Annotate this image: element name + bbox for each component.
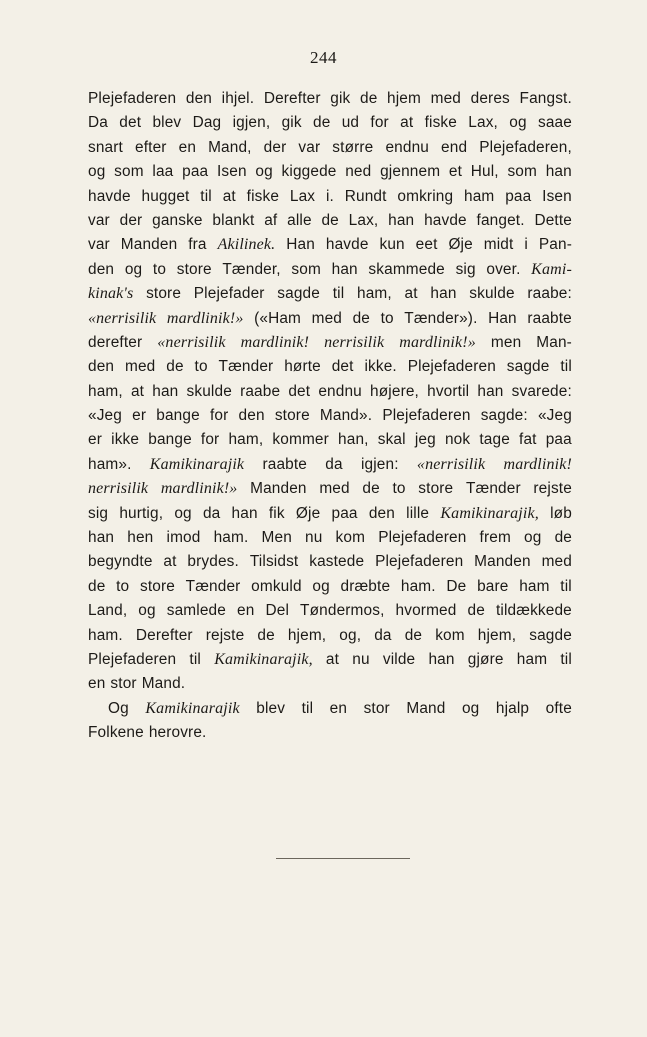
- word: sig: [88, 504, 109, 522]
- word: Land,: [88, 602, 128, 620]
- word: kommer: [272, 431, 329, 449]
- word: at: [404, 285, 418, 303]
- word: ham: [464, 187, 495, 205]
- word: to: [380, 309, 394, 327]
- word: kun: [379, 236, 405, 254]
- word: Øje: [295, 504, 321, 522]
- word: hjalp: [495, 699, 530, 717]
- word: Pan-: [538, 236, 572, 254]
- word: for: [200, 431, 220, 449]
- word: Isen: [216, 163, 247, 181]
- word: fat: [519, 431, 537, 449]
- word: Lax,: [468, 114, 498, 132]
- word: med: [125, 358, 156, 376]
- word: kiggede: [281, 163, 337, 181]
- word: endnu: [385, 138, 429, 156]
- word: kom: [335, 529, 366, 547]
- text-line: [88, 111, 572, 135]
- word: «Jeg: [537, 407, 572, 425]
- word: Kamikinarajik: [145, 699, 240, 717]
- text-line: [88, 331, 572, 355]
- word: «nerrisilik: [88, 309, 157, 327]
- word: nerrisilik: [324, 333, 385, 351]
- word: de: [321, 211, 339, 229]
- word: midt: [483, 236, 514, 254]
- word: Lax: [289, 187, 316, 205]
- word: dræbte: [340, 577, 391, 595]
- word: sagde: [529, 626, 572, 644]
- word: Rundt: [344, 187, 387, 205]
- text-line: [88, 624, 572, 648]
- word: Plejefaderen: [382, 407, 471, 425]
- word: raabe:: [527, 285, 572, 303]
- word: stor: [363, 699, 390, 717]
- word: da: [374, 626, 392, 644]
- word: Øje: [448, 236, 473, 254]
- word: ned: [345, 163, 372, 181]
- word: hen: [127, 529, 154, 547]
- word: to: [152, 260, 167, 278]
- word: de: [257, 626, 275, 644]
- word: med: [319, 480, 350, 498]
- word: hugget: [141, 187, 190, 205]
- word: tage: [479, 431, 510, 449]
- word: og: [138, 602, 156, 620]
- word: den: [368, 504, 395, 522]
- word: ham: [516, 650, 548, 668]
- word: er: [88, 431, 102, 449]
- word: igjen,: [232, 114, 271, 132]
- word: Tænder: [465, 480, 521, 498]
- word: paa: [545, 431, 572, 449]
- word: da: [325, 455, 343, 473]
- word: til: [560, 577, 572, 595]
- text-line: [88, 258, 572, 282]
- word: Derefter: [263, 90, 321, 107]
- word: paa: [505, 187, 532, 205]
- word: Da: [88, 114, 108, 132]
- word: nok: [444, 431, 471, 449]
- word: Plejefaderen: [407, 358, 496, 376]
- word: de: [467, 602, 485, 620]
- text-line: [88, 453, 572, 477]
- word: blankt: [212, 211, 255, 229]
- word: hjem,: [477, 626, 517, 644]
- text-line: [88, 282, 572, 306]
- word: hurtig,: [119, 504, 164, 522]
- word: skulde: [469, 285, 515, 303]
- word: ganske: [152, 211, 203, 229]
- word: paa: [182, 163, 209, 181]
- word: den: [88, 260, 115, 278]
- word: han: [88, 529, 115, 547]
- word: Plejefader: [193, 285, 265, 303]
- word: Lax,: [348, 211, 379, 229]
- word: og: [124, 260, 143, 278]
- word: de: [554, 529, 572, 547]
- text-line: [88, 307, 572, 331]
- word: Plejefaderen: [375, 553, 464, 571]
- word: Isen: [542, 187, 572, 205]
- word: han,: [338, 431, 369, 449]
- word: gjennem: [380, 163, 441, 181]
- word: han: [430, 285, 457, 303]
- body-text: [88, 87, 572, 746]
- word: Tilsidst: [249, 553, 299, 571]
- word: han: [388, 211, 415, 229]
- word: mardlinik!: [503, 455, 572, 473]
- word: han: [477, 382, 504, 400]
- word: Tænder»).: [404, 309, 478, 327]
- word: bange: [156, 407, 200, 425]
- word: mardlinik!»: [166, 309, 244, 327]
- word: to: [392, 480, 406, 498]
- word: var: [88, 236, 110, 254]
- word: var: [88, 211, 110, 229]
- word: i.: [325, 187, 334, 205]
- word: nerrisilik: [88, 480, 149, 498]
- word: herovre.: [148, 724, 207, 742]
- word: Plejefaderen: [378, 529, 467, 547]
- word: Tøndermos,: [300, 602, 385, 620]
- word: Mand: [406, 699, 446, 717]
- text-line: [88, 697, 572, 721]
- word: Mand».: [319, 407, 373, 425]
- word: sagde:: [480, 407, 528, 425]
- word: at: [163, 553, 177, 571]
- word: Akilinek.: [217, 236, 276, 254]
- word: havde: [424, 211, 467, 229]
- text-line: [88, 599, 572, 623]
- word: omkring: [397, 187, 454, 205]
- word: fra: [188, 236, 207, 254]
- word: to: [116, 577, 130, 595]
- text-line: [88, 550, 572, 574]
- word: store: [418, 480, 454, 498]
- word: var: [298, 138, 321, 156]
- word: de: [359, 90, 378, 107]
- word: han: [152, 382, 179, 400]
- word: svarede:: [511, 382, 572, 400]
- text-line: [88, 502, 572, 526]
- text-line: [88, 136, 572, 160]
- text-line: [88, 672, 572, 696]
- word: store: [274, 407, 310, 425]
- word: Hul,: [470, 163, 499, 181]
- word: ham.: [400, 577, 436, 595]
- word: der: [263, 138, 287, 156]
- word: ham».: [88, 455, 132, 473]
- word: «nerrisilik: [416, 455, 486, 473]
- word: og: [174, 504, 192, 522]
- word: at: [130, 382, 145, 400]
- word: gjøre: [467, 650, 504, 668]
- word: de: [166, 358, 184, 376]
- word: som: [114, 163, 144, 181]
- word: med: [430, 90, 462, 107]
- word: hvortil: [427, 382, 470, 400]
- word: men: [490, 333, 522, 351]
- word: endnu: [318, 382, 362, 400]
- word: ikke.: [364, 358, 397, 376]
- word: Tænder: [218, 358, 274, 376]
- word: sagde: [277, 285, 320, 303]
- word: det: [288, 382, 311, 400]
- word: og,: [339, 626, 362, 644]
- word: de: [312, 114, 331, 132]
- word: jeg: [414, 431, 436, 449]
- word: Plejefaderen,: [479, 138, 572, 156]
- word: fanget.: [476, 211, 525, 229]
- word: Mand,: [208, 138, 252, 156]
- word: over.: [486, 260, 521, 278]
- word: alle: [287, 211, 312, 229]
- word: det: [119, 114, 142, 132]
- word: derefter: [88, 333, 143, 351]
- word: til: [200, 187, 212, 205]
- word: løb: [550, 504, 572, 522]
- word: blev: [152, 114, 182, 132]
- word: han: [428, 650, 455, 668]
- word: skulde: [186, 382, 232, 400]
- word: Plejefaderen: [88, 650, 177, 668]
- word: fiske: [246, 187, 280, 205]
- word: Manden: [250, 480, 307, 498]
- word: Man-: [536, 333, 572, 351]
- word: kom: [435, 626, 465, 644]
- text-line: [88, 160, 572, 184]
- text-line: [88, 648, 572, 672]
- word: med: [541, 553, 572, 571]
- word: at: [325, 650, 340, 668]
- word: mardlinik!: [240, 333, 310, 351]
- word: Folkene: [88, 724, 144, 742]
- word: ud: [341, 114, 360, 132]
- word: højere,: [370, 382, 419, 400]
- word: Dette: [534, 211, 572, 229]
- word: til: [301, 699, 314, 717]
- word: havde: [325, 236, 369, 254]
- word: Tænder,: [222, 260, 281, 278]
- word: paa: [331, 504, 358, 522]
- word: fiske: [424, 114, 457, 132]
- word: Del: [265, 602, 290, 620]
- word: de: [88, 577, 106, 595]
- word: ham,: [228, 431, 264, 449]
- word: han: [231, 504, 258, 522]
- page-number: 244: [310, 48, 337, 67]
- word: laa: [152, 163, 174, 181]
- word: og: [312, 577, 330, 595]
- word: da: [202, 504, 221, 522]
- word: ham.: [88, 626, 123, 644]
- word: skammede: [368, 260, 445, 278]
- word: brydes.: [187, 553, 239, 571]
- word: Og: [108, 699, 129, 717]
- word: og: [524, 529, 542, 547]
- text-line: [88, 526, 572, 550]
- text-line: [88, 477, 572, 501]
- word: som: [291, 260, 321, 278]
- word: vilde: [382, 650, 416, 668]
- word: Manden: [474, 553, 531, 571]
- word: at: [400, 114, 414, 132]
- word: en: [237, 602, 255, 620]
- word: en: [329, 699, 348, 717]
- word: til: [560, 650, 572, 668]
- word: til: [332, 285, 345, 303]
- word: de: [404, 626, 423, 644]
- word: Dag: [192, 114, 222, 132]
- word: Tænder: [185, 577, 241, 595]
- word: havde: [88, 187, 131, 205]
- word: den: [238, 407, 265, 425]
- word: han: [545, 163, 572, 181]
- word: store: [139, 577, 175, 595]
- word: er: [132, 407, 147, 425]
- word: det: [331, 358, 354, 376]
- word: gik: [330, 90, 351, 107]
- word: («Ham: [254, 309, 302, 327]
- word: fik: [268, 504, 285, 522]
- word: stor: [110, 675, 137, 693]
- word: skal: [377, 431, 406, 449]
- word: Men: [261, 529, 292, 547]
- word: Kami-: [531, 260, 572, 278]
- word: ham,: [357, 285, 392, 303]
- word: mardlinik!»: [160, 480, 238, 498]
- word: bange: [148, 431, 192, 449]
- word: bare: [477, 577, 509, 595]
- word: de: [362, 480, 380, 498]
- word: raabte: [527, 309, 572, 327]
- word: imod: [166, 529, 201, 547]
- word: han: [331, 260, 358, 278]
- word: to: [194, 358, 208, 376]
- text-line: [88, 233, 572, 257]
- text-line: [88, 355, 572, 379]
- text-line: [88, 428, 572, 452]
- word: større: [332, 138, 374, 156]
- word: Kamikinarajik,: [440, 504, 539, 522]
- word: raabe: [240, 382, 281, 400]
- word: et: [448, 163, 463, 181]
- word: og: [88, 163, 106, 181]
- word: for: [209, 407, 229, 425]
- word: kastede: [309, 553, 365, 571]
- word: Kamikinarajik,: [214, 650, 313, 668]
- word: ofte: [545, 699, 572, 717]
- word: Kamikinarajik: [149, 455, 245, 473]
- word: «Jeg: [88, 407, 122, 425]
- word: og: [461, 699, 480, 717]
- word: store: [176, 260, 212, 278]
- word: ham: [519, 577, 550, 595]
- word: saae: [538, 114, 572, 132]
- word: af: [264, 211, 278, 229]
- word: end: [441, 138, 468, 156]
- word: sig: [455, 260, 476, 278]
- word: hjem: [387, 90, 421, 107]
- word: Han: [488, 309, 517, 327]
- word: og: [509, 114, 527, 132]
- word: samlede: [166, 602, 226, 620]
- word: frem: [479, 529, 511, 547]
- text-line: [88, 404, 572, 428]
- word: blev: [256, 699, 286, 717]
- word: en: [88, 675, 106, 693]
- text-line: [88, 575, 572, 599]
- word: Han: [286, 236, 315, 254]
- word: Plejefaderen: [88, 90, 177, 107]
- word: en: [178, 138, 197, 156]
- word: til: [189, 650, 201, 668]
- word: rejste: [533, 480, 572, 498]
- end-rule: [276, 858, 410, 859]
- word: efter: [135, 138, 167, 156]
- word: nu: [305, 529, 323, 547]
- word: at: [222, 187, 236, 205]
- word: Derefter: [135, 626, 193, 644]
- word: Fangst.: [519, 90, 572, 107]
- word: De: [446, 577, 467, 595]
- word: rejste: [205, 626, 245, 644]
- word: raabte: [262, 455, 307, 473]
- word: sagde: [506, 358, 550, 376]
- word: og: [255, 163, 273, 181]
- word: ihjel.: [221, 90, 255, 107]
- word: gik: [281, 114, 302, 132]
- word: snart: [88, 138, 123, 156]
- text-line: [88, 380, 572, 404]
- word: store: [146, 285, 182, 303]
- text-line: [88, 721, 572, 745]
- text-line: [88, 87, 572, 111]
- word: ikke: [111, 431, 140, 449]
- word: igjen:: [360, 455, 399, 473]
- word: som: [507, 163, 537, 181]
- word: der: [119, 211, 143, 229]
- text-line: [88, 209, 572, 233]
- word: for: [370, 114, 389, 132]
- word: Manden: [120, 236, 178, 254]
- word: den: [88, 358, 115, 376]
- word: ham,: [88, 382, 123, 400]
- word: mardlinik!»: [399, 333, 476, 351]
- word: eet: [415, 236, 438, 254]
- word: lille: [406, 504, 430, 522]
- word: «nerrisilik: [157, 333, 226, 351]
- word: den: [185, 90, 212, 107]
- text-line: [88, 185, 572, 209]
- word: hjem,: [287, 626, 327, 644]
- word: med: [311, 309, 342, 327]
- word: nu: [352, 650, 370, 668]
- word: Mand.: [141, 675, 186, 693]
- word: de: [352, 309, 370, 327]
- word: hvormed: [395, 602, 457, 620]
- word: kinak's: [88, 285, 134, 303]
- word: deres: [470, 90, 510, 107]
- word: omkuld: [251, 577, 302, 595]
- word: ham.: [213, 529, 249, 547]
- word: tildækkede: [495, 602, 572, 620]
- word: begyndte: [88, 553, 153, 571]
- word: i: [524, 236, 528, 254]
- word: hørte: [284, 358, 321, 376]
- word: til: [560, 358, 572, 376]
